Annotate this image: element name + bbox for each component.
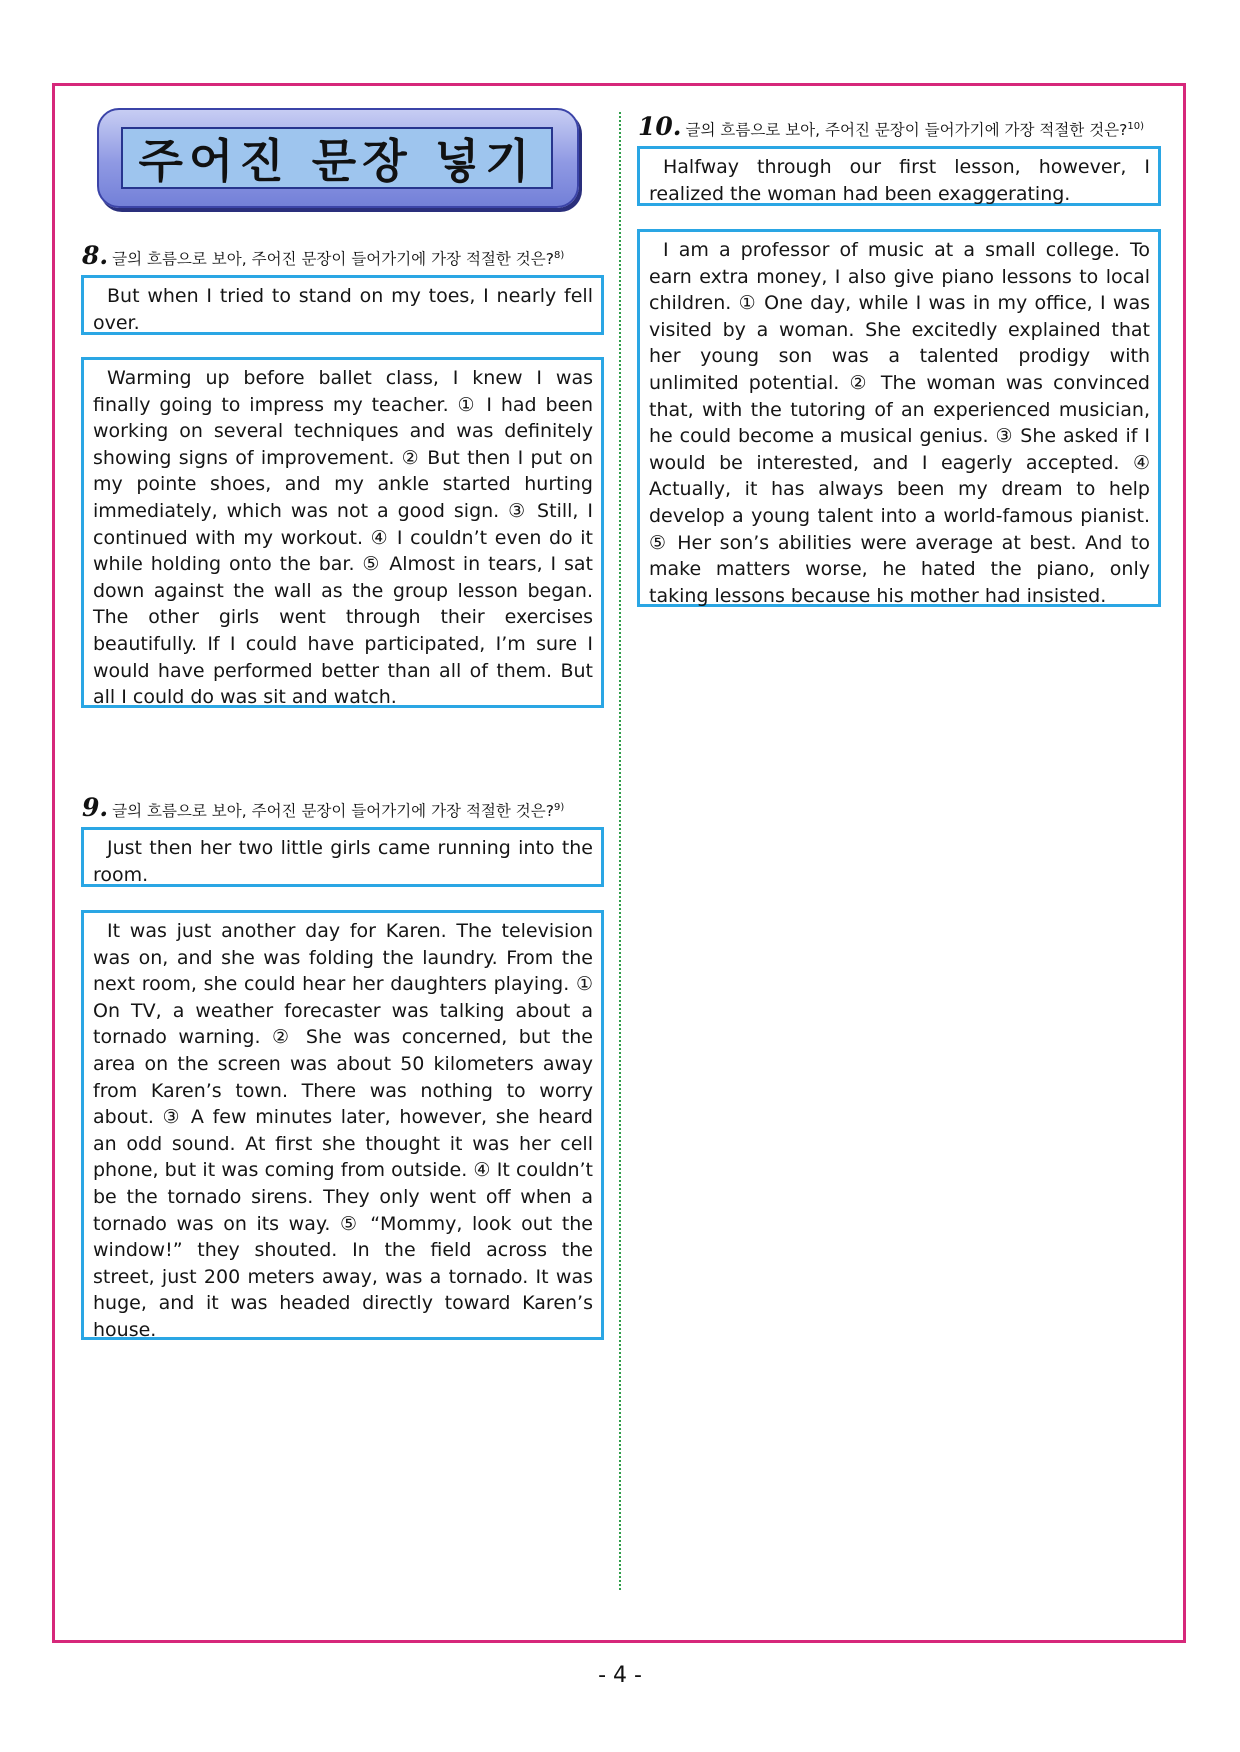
passage-box [81,910,604,1340]
question-prompt: 글의 흐름으로 보아, 주어진 문장이 들어가기에 가장 적절한 것은?$^{8)}$ [112,249,565,268]
footnote-marker: 9) [553,801,565,813]
given-sentence-box [637,146,1161,206]
question-number: 9. [82,793,109,822]
given-sentence-box [81,275,604,335]
question-9-header [82,795,564,820]
column-divider [619,112,621,1590]
section-title: 주어진 문장 넣기 [138,134,536,188]
page-number: - 4 - [598,1663,642,1688]
passage-box [81,357,604,708]
question-number: 10. [638,112,682,141]
question-prompt: 글의 흐름으로 보아, 주어진 문장이 들어가기에 가장 적절한 것은?$^{10)}$ [685,120,1145,139]
section-banner [97,108,579,208]
question-8-header [82,243,564,268]
given-sentence: But when I tried to stand on my toes, I nearly fell over. [93,285,593,334]
passage-text: I am a professor of music at a small college. To earn extra money, I also give piano lessons to local children. ① One day, while I was in my office, I was visited by a woman. She excitedly explained that her young son was a talented prodigy with unlimited potential. ② The woman was convinced that, with the tutoring of an experienced musician, he could become a musical genius. ③ She asked if I would be interested, and I eagerly accepted. ④ Actually, it has always been my dream to help develop a young talent into a world-famous pianist. ⑤ Her son’s abilities were average at best. And to make matters worse, he hated the piano, only taking lessons because his mother had insisted. [649,239,1150,607]
given-sentence: Just then her two little girls came running into the room. [93,837,593,886]
question-number: 8. [82,241,109,270]
question-prompt: 글의 흐름으로 보아, 주어진 문장이 들어가기에 가장 적절한 것은?$^{9)}$ [112,801,565,820]
footnote-marker: 10) [1127,120,1145,132]
footnote-marker: 8) [553,249,565,261]
question-10-header [638,114,1144,139]
passage-text: Warming up before ballet class, I knew I was finally going to impress my teacher. ① I had been working on several techniques and was definitely showing signs of improvement. ② But then I put on my pointe shoes, and my ankle started hurting immediately, which was not a good sign. ③ Still, I continued with my workout. ④ I couldn’t even do it while holding onto the bar. ⑤ Almost in tears, I sat down against the wall as the group lesson began. The other girls went through their exercises beautifully. If I could have participated, I’m sure I would have performed better than all of them. But all I could do was sit and watch. [93,367,593,709]
passage-box [637,229,1161,607]
passage-text: It was just another day for Karen. The television was on, and she was folding the laundry. From the next room, she could hear her daughters playing. ① On TV, a weather forecaster was talking about a tornado warning. ② She was concerned, but the area on the screen was about 50 kilometers away from Karen’s town. There was nothing to worry about. ③ A few minutes later, however, she heard an odd sound. At first she thought it was her cell phone, but it was coming from outside. ④ It couldn’t be the tornado sirens. They only went off when a tornado was on its way. ⑤ “Mommy, look out the window!” they shouted. In the field across the street, just 200 meters away, was a tornado. It was huge, and it was headed directly toward Karen’s house. [93,920,593,1341]
given-sentence-box [81,827,604,887]
given-sentence: Halfway through our first lesson, however, I realized the woman had been exaggerating. [649,156,1150,205]
section-banner-inner [121,127,553,189]
